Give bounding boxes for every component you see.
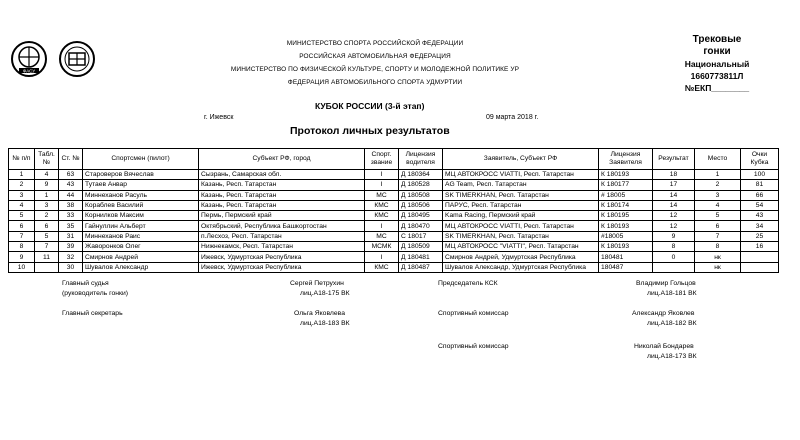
cell-entrant: Смирнов Андрей, Удмуртская Республика <box>443 252 599 262</box>
cell-position: 9 <box>9 252 35 262</box>
cell-place: 6 <box>695 221 741 231</box>
cell-result: 12 <box>653 211 695 221</box>
cell-entrant-license: К 180195 <box>599 211 653 221</box>
cell-driver: Шувалов Александр <box>83 262 199 272</box>
cell-entrant: Kama Racing, Пермский край <box>443 211 599 221</box>
cell-entrant-license: 180487 <box>599 262 653 272</box>
cell-entrant: МЦ АВТОКРОСС VIATTI, Респ. Татарстан <box>443 221 599 231</box>
col-header-points: Очки Кубка <box>741 149 779 170</box>
cell-start-no: 35 <box>59 221 83 231</box>
cell-points <box>741 252 779 262</box>
ekp-number: №ЕКП________ <box>684 83 750 93</box>
table-row <box>9 252 779 262</box>
col-header-entrant: Заявитель, Субъект РФ <box>443 149 599 170</box>
col-header-driver-license: Лицензия водителя <box>399 149 443 170</box>
cell-position: 4 <box>9 200 35 210</box>
cell-driver: Староверов Вячеслав <box>83 170 199 180</box>
cell-driver-license: Д 180509 <box>399 242 443 252</box>
event-type-line-2: гонки <box>703 46 731 57</box>
event-type-block <box>672 34 762 94</box>
cell-entrant: Шувалов Александр, Удмуртская Республика <box>443 262 599 272</box>
cell-entrant-license: К 180174 <box>599 200 653 210</box>
table-row <box>9 221 779 231</box>
cell-result: 14 <box>653 200 695 210</box>
event-date: 09 марта 2018 г. <box>486 114 539 121</box>
cell-place: 4 <box>695 200 741 210</box>
cell-table-no: 2 <box>35 211 59 221</box>
cell-place: нк <box>695 252 741 262</box>
table-row <box>9 242 779 252</box>
cell-start-no: 63 <box>59 170 83 180</box>
cell-region: Пермь, Пермский край <box>199 211 365 221</box>
cell-position: 3 <box>9 190 35 200</box>
table-header-row <box>9 149 779 170</box>
org-line-1: МИНИСТЕРСТВО СПОРТА РОССИЙСКОЙ ФЕДЕРАЦИИ <box>286 40 464 47</box>
cell-result: 18 <box>653 170 695 180</box>
cell-entrant: AG Team, Респ. Татарстан <box>443 180 599 190</box>
event-title: КУБОК РОССИИ (3-й этап) <box>315 101 425 111</box>
org-line-2: РОССИЙСКАЯ АВТОМОБИЛЬНАЯ ФЕДЕРАЦИЯ <box>299 53 451 60</box>
cell-region: Казань, Респ. Татарстан <box>199 180 365 190</box>
cell-entrant: МЦ АВТОКРОСС "VIATTI", Респ. Татарстан <box>443 242 599 252</box>
cell-driver-license: Д 180470 <box>399 221 443 231</box>
results-table <box>8 148 779 273</box>
cell-position: 10 <box>9 262 35 272</box>
col-header-driver: Спортсмен (пилот) <box>83 149 199 170</box>
cell-rank: КМС <box>365 200 399 210</box>
cell-table-no: 3 <box>35 200 59 210</box>
cell-place: 3 <box>695 190 741 200</box>
table-row <box>9 190 779 200</box>
cell-rank: МС <box>365 231 399 241</box>
col-header-position: № п/п <box>9 149 35 170</box>
cell-table-no: 9 <box>35 180 59 190</box>
cell-driver-license: Д 180506 <box>399 200 443 210</box>
raf-logo <box>58 40 96 78</box>
cell-entrant: ПАРУС, Респ. Татарстан <box>443 200 599 210</box>
secretary-label: Главный секретарь <box>62 310 123 317</box>
cell-place: 7 <box>695 231 741 241</box>
cell-region: Ижевск, Удмуртская Республика <box>199 262 365 272</box>
org-line-4: ФЕДЕРАЦИЯ АВТОМОБИЛЬНОГО СПОРТА УДМУРТИИ <box>287 79 463 86</box>
cell-start-no: 44 <box>59 190 83 200</box>
cell-start-no: 33 <box>59 211 83 221</box>
cell-start-no: 43 <box>59 180 83 190</box>
cell-points: 81 <box>741 180 779 190</box>
table-row <box>9 200 779 210</box>
cell-driver: Жаворонков Олег <box>83 242 199 252</box>
event-type-line-1: Трековые <box>692 34 742 45</box>
cell-entrant-license: #18005 <box>599 231 653 241</box>
cell-points: 34 <box>741 221 779 231</box>
chief-judge-name: Сергей Петрухин <box>290 280 344 287</box>
cell-entrant-license: # 18005 <box>599 190 653 200</box>
cell-position: 8 <box>9 242 35 252</box>
cell-driver: Миннеханов Раис <box>83 231 199 241</box>
col-header-place: Место <box>695 149 741 170</box>
col-header-region: Субъект РФ, город <box>199 149 365 170</box>
cell-rank: МСМК <box>365 242 399 252</box>
cell-driver: Гайнуллин Альберт <box>83 221 199 231</box>
col-header-entrant-license: Лицензия Заявителя <box>599 149 653 170</box>
cell-rank: МС <box>365 190 399 200</box>
cell-region: Казань, Респ. Татарстан <box>199 200 365 210</box>
cell-rank: КМС <box>365 262 399 272</box>
commissioner-1-label: Спортивный комиссар <box>438 310 509 317</box>
cell-rank: I <box>365 180 399 190</box>
chief-judge-label: Главный судья <box>62 280 109 287</box>
cell-place: 1 <box>695 170 741 180</box>
ksk-chair-label: Председатель КСК <box>438 280 498 287</box>
commissioner-2-label: Спортивный комиссар <box>438 343 509 350</box>
table-row <box>9 231 779 241</box>
protocol-title: Протокол личных результатов <box>290 125 450 137</box>
cell-driver-license: С 18017 <box>399 231 443 241</box>
cell-entrant-license: К 180193 <box>599 221 653 231</box>
cell-result <box>653 262 695 272</box>
cell-position: 2 <box>9 180 35 190</box>
cell-entrant-license: К 180193 <box>599 170 653 180</box>
commissioner-2-license: лиц.А18-173 ВК <box>647 353 697 360</box>
cell-place: 2 <box>695 180 741 190</box>
table-row <box>9 262 779 272</box>
chief-judge-sublabel: (руководитель гонки) <box>62 290 129 297</box>
fasu-logo-text: ФАСУ <box>22 68 36 74</box>
commissioner-1-name: Александр Яковлев <box>632 310 695 317</box>
cell-driver-license: Д 180364 <box>399 170 443 180</box>
cell-rank: КМС <box>365 211 399 221</box>
cell-driver-license: Д 180528 <box>399 180 443 190</box>
cell-driver: Кораблев Василий <box>83 200 199 210</box>
event-license: 1660773811Л <box>690 71 744 81</box>
cell-start-no: 31 <box>59 231 83 241</box>
secretary-name: Ольга Яковлева <box>294 310 345 317</box>
cell-result: 9 <box>653 231 695 241</box>
commissioner-1-license: лиц.А18-182 ВК <box>647 320 697 327</box>
cell-region: Нижнекамск, Респ. Татарстан <box>199 242 365 252</box>
cell-region: Казань, Респ. Татарстан <box>199 190 365 200</box>
ksk-chair-license: лиц.А18-181 ВК <box>647 290 697 297</box>
chief-judge-license: лиц.А18-175 ВК <box>300 290 350 297</box>
cell-table-no: 6 <box>35 221 59 231</box>
cell-table-no: 5 <box>35 231 59 241</box>
cell-table-no <box>35 262 59 272</box>
cell-rank: I <box>365 221 399 231</box>
ksk-chair-name: Владимир Гольцов <box>636 280 696 287</box>
cell-result: 17 <box>653 180 695 190</box>
cell-driver-license: Д 180481 <box>399 252 443 262</box>
cell-driver: Миннеханов Расуль <box>83 190 199 200</box>
fasu-logo <box>10 40 48 78</box>
cell-table-no: 1 <box>35 190 59 200</box>
event-city: г. Ижевск <box>204 114 234 121</box>
cell-driver-license: Д 180495 <box>399 211 443 221</box>
table-row <box>9 211 779 221</box>
cell-result: 12 <box>653 221 695 231</box>
cell-driver: Корнилков Максим <box>83 211 199 221</box>
cell-position: 6 <box>9 221 35 231</box>
cell-driver: Тутаев Анвар <box>83 180 199 190</box>
cell-result: 8 <box>653 242 695 252</box>
cell-start-no: 32 <box>59 252 83 262</box>
cell-points: 54 <box>741 200 779 210</box>
cell-points: 43 <box>741 211 779 221</box>
cell-result: 0 <box>653 252 695 262</box>
org-line-3: МИНИСТЕРСТВО ПО ФИЗИЧЕСКОЙ КУЛЬТУРЕ, СПОРТУ И МОЛОДЕЖНОЙ ПОЛИТИКЕ УР <box>230 66 520 73</box>
col-header-result: Результат <box>653 149 695 170</box>
cell-region: Октябрьский, Республика Башкортостан <box>199 221 365 231</box>
cell-driver-license: Д 180487 <box>399 262 443 272</box>
cell-position: 1 <box>9 170 35 180</box>
cell-entrant: SK TIMERKHAN, Респ. Татарстан <box>443 231 599 241</box>
cell-entrant-license: К 180177 <box>599 180 653 190</box>
col-header-table-no: Табл. № <box>35 149 59 170</box>
cell-position: 5 <box>9 211 35 221</box>
cell-entrant-license: К 180193 <box>599 242 653 252</box>
cell-points <box>741 262 779 272</box>
cell-place: нк <box>695 262 741 272</box>
cell-region: Сызрань, Самарская обл. <box>199 170 365 180</box>
cell-table-no: 7 <box>35 242 59 252</box>
cell-table-no: 11 <box>35 252 59 262</box>
col-header-start-no: Ст. № <box>59 149 83 170</box>
cell-entrant: МЦ АВТОКРОСС VIATTI, Респ. Татарстан <box>443 170 599 180</box>
col-header-rank: Спорт. звание <box>365 149 399 170</box>
cell-region: Ижевск, Удмуртская Республика <box>199 252 365 262</box>
cell-region: п.Лесхоз, Респ. Татарстан <box>199 231 365 241</box>
cell-start-no: 38 <box>59 200 83 210</box>
cell-place: 5 <box>695 211 741 221</box>
cell-points: 100 <box>741 170 779 180</box>
cell-result: 14 <box>653 190 695 200</box>
table-row <box>9 170 779 180</box>
cell-entrant-license: 180481 <box>599 252 653 262</box>
cell-points: 66 <box>741 190 779 200</box>
commissioner-2-name: Николай Бондарев <box>634 343 694 350</box>
cell-entrant: SK TIMERKHAN, Респ. Татарстан <box>443 190 599 200</box>
cell-start-no: 30 <box>59 262 83 272</box>
cell-start-no: 39 <box>59 242 83 252</box>
event-status: Национальный <box>684 59 750 69</box>
cell-points: 25 <box>741 231 779 241</box>
cell-position: 7 <box>9 231 35 241</box>
cell-rank: I <box>365 252 399 262</box>
cell-driver-license: Д 180508 <box>399 190 443 200</box>
cell-place: 8 <box>695 242 741 252</box>
cell-driver: Смирнов Андрей <box>83 252 199 262</box>
table-row <box>9 180 779 190</box>
secretary-license: лиц.А18-183 ВК <box>300 320 350 327</box>
cell-table-no: 4 <box>35 170 59 180</box>
cell-points: 16 <box>741 242 779 252</box>
cell-rank: I <box>365 170 399 180</box>
